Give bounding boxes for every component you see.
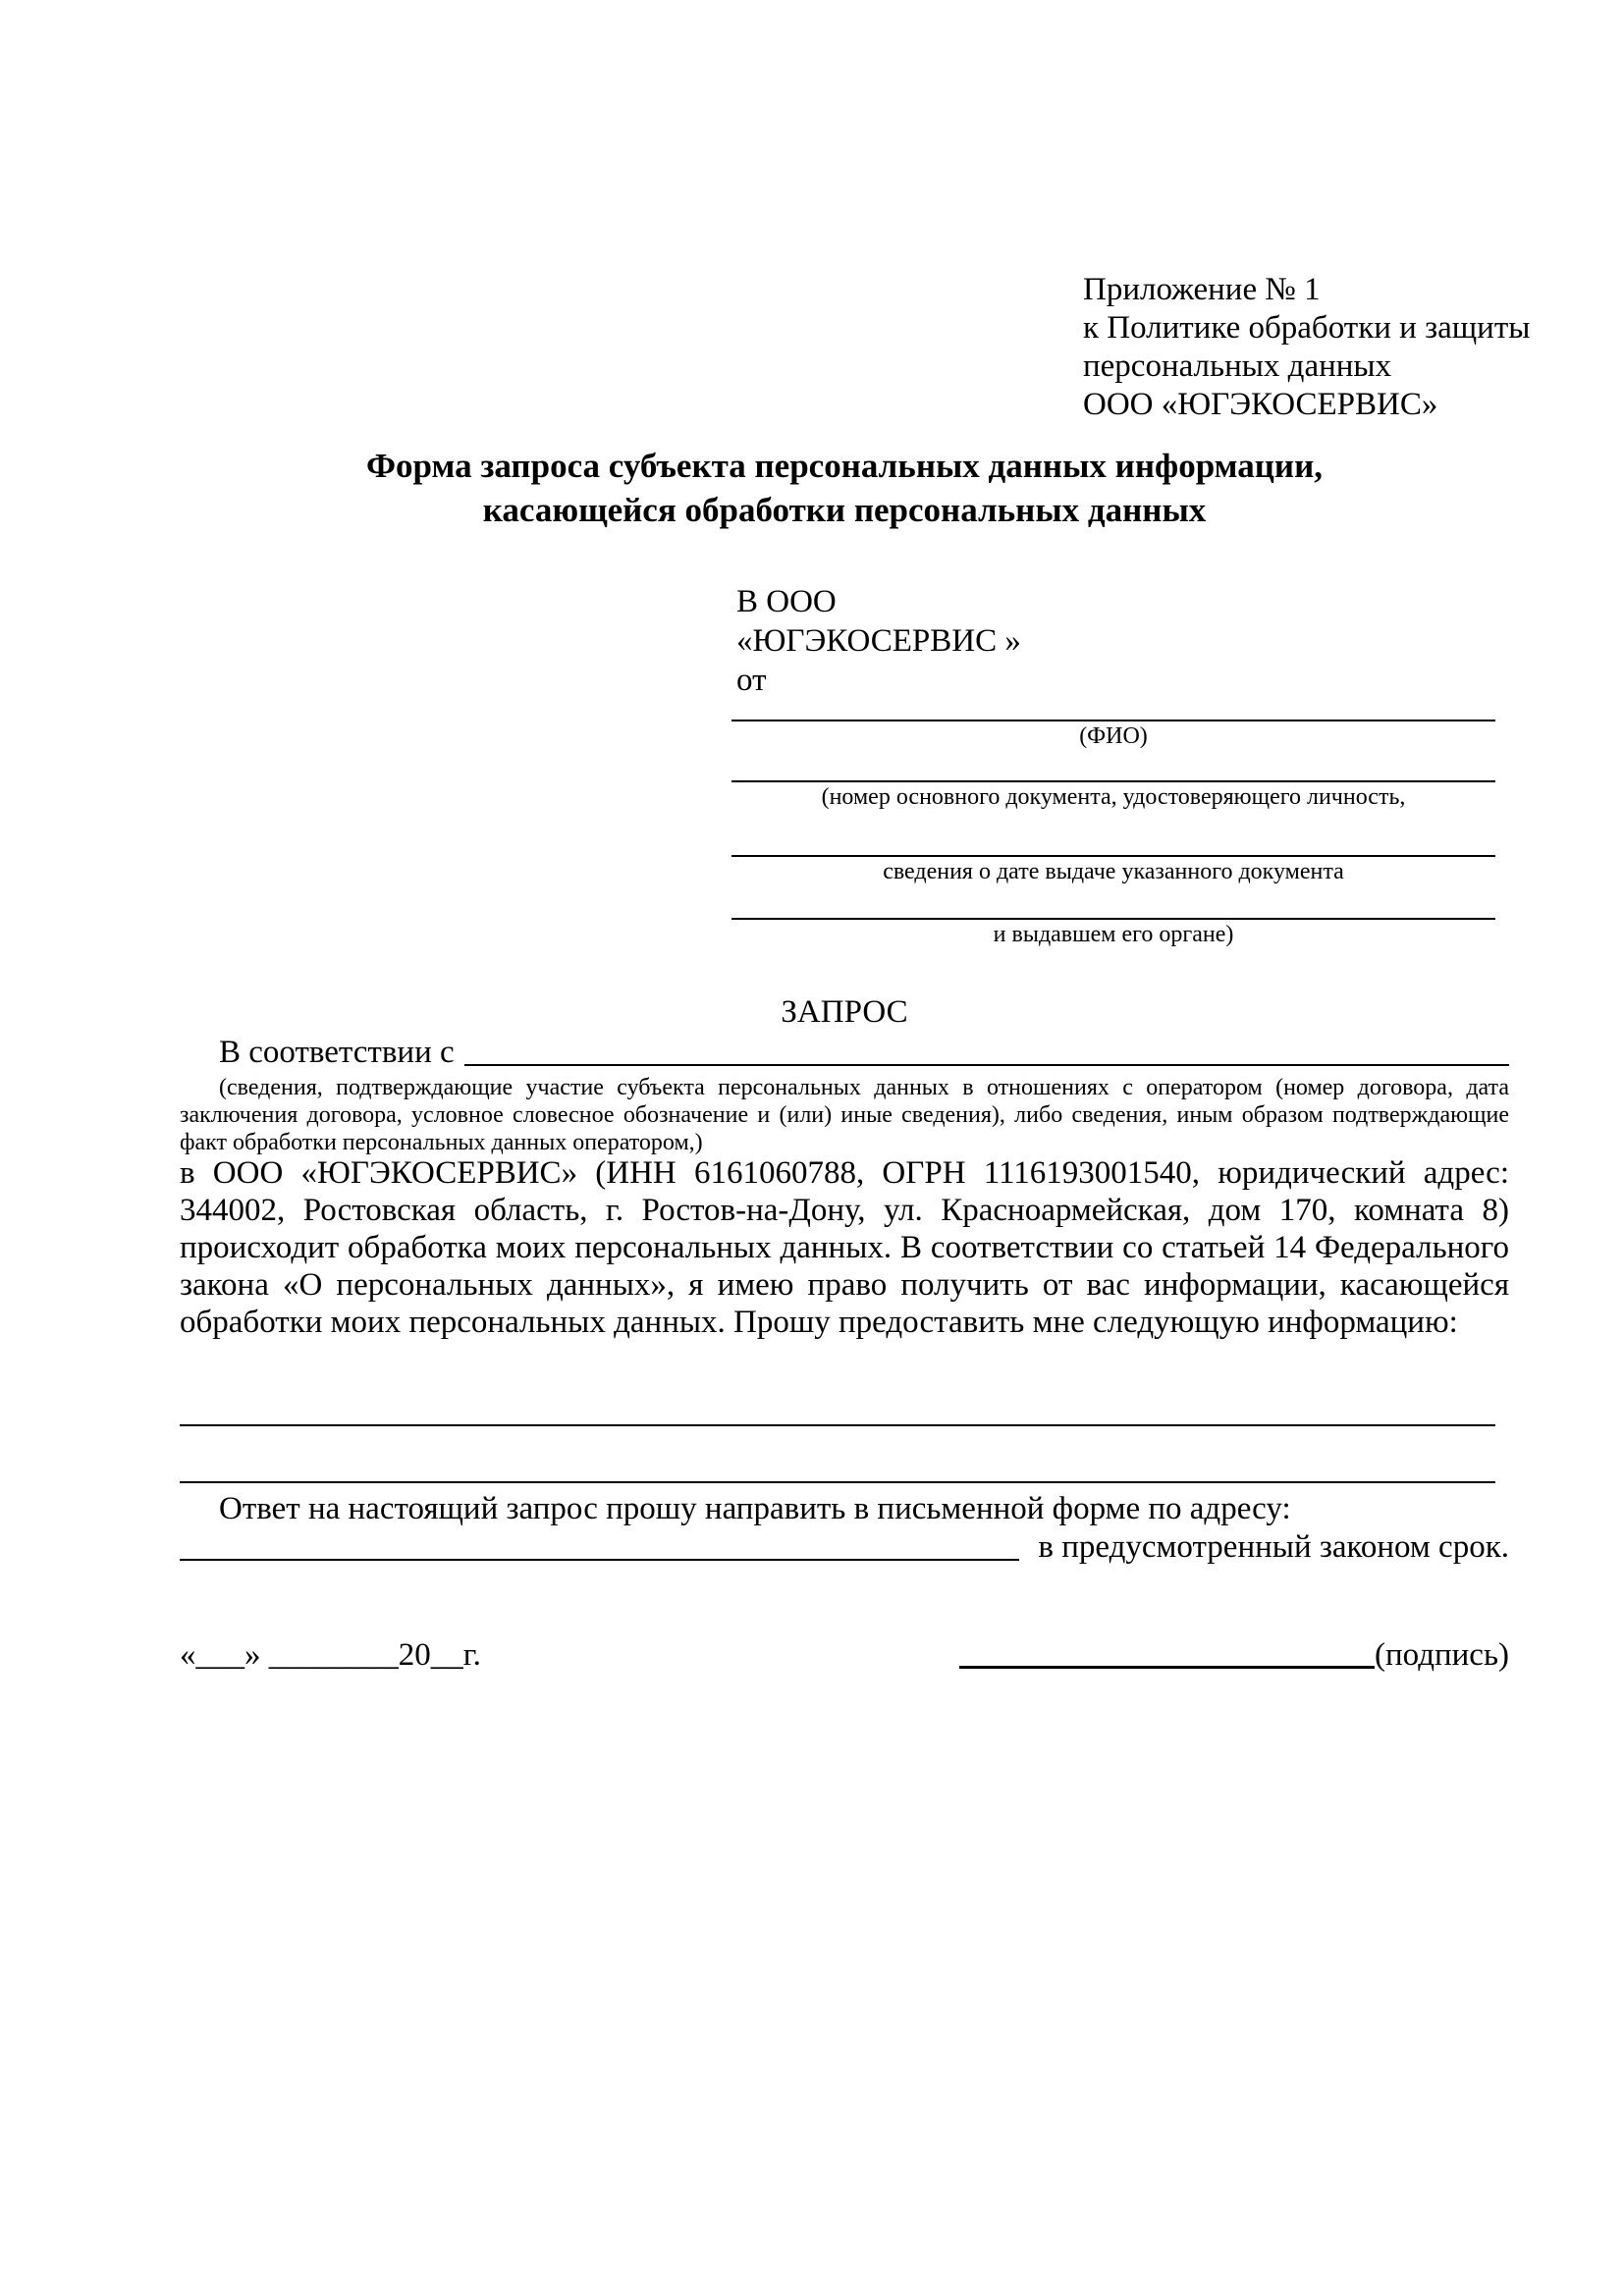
field-issue-date — [731, 855, 1495, 885]
recipient-block — [736, 582, 1021, 700]
address-blank-line — [180, 1559, 1019, 1561]
info-blank-line-1 — [180, 1424, 1495, 1426]
request-heading: ЗАПРОС — [781, 994, 908, 1030]
info-blank-line-2 — [180, 1481, 1495, 1483]
field-document-number — [731, 780, 1495, 811]
issuing-authority-caption: и выдавшем его органе) — [993, 922, 1234, 947]
fio-caption: (ФИО) — [1079, 723, 1148, 749]
document-number-blank-line — [731, 780, 1495, 782]
accordance-prefix: В соответствии с — [219, 1035, 455, 1070]
appendix-line: Приложение № 1 — [1083, 272, 1321, 307]
document-number-caption: (номер основного документа, удостоверяющего личность, — [821, 784, 1406, 810]
recipient-line: от — [736, 663, 767, 698]
appendix-line: персональных данных — [1083, 348, 1392, 384]
accordance-blank-line — [464, 1064, 1509, 1066]
recipient-line: В ООО — [736, 584, 837, 619]
answer-line: Ответ на настоящий запрос прошу направить в письменной форме по адресу: — [219, 1491, 1291, 1526]
date-line: «___» ________20__г. — [180, 1637, 481, 1673]
issue-date-caption: сведения о дате выдаче указанного документа — [883, 859, 1344, 884]
request-body: в ООО «ЮГЭКОСЕРВИС» (ИНН 6161060788, ОГРН 1116193001540, юридический адрес: 344002, Ростовская область, г. Ростов-на-Дону, ул. Красноармейская, дом 170, комната 8) происходит обработка моих персональных данных. В соответствии со статьей 14 Федерального закона «О персональных данных», я имею право получить от вас информации, касающейся обработки моих персональных данных. Прошу предоставить мне следующую информацию: — [180, 1155, 1509, 1340]
appendix-line: к Политике обработки и защиты — [1083, 310, 1531, 346]
issue-date-blank-line — [731, 855, 1495, 857]
answer-address-row — [180, 1528, 1509, 1566]
fio-blank-line — [731, 720, 1495, 721]
signature-blank-line — [959, 1666, 1375, 1669]
date-signature-row — [180, 1635, 1509, 1675]
appendix-header — [1083, 271, 1530, 424]
page-title — [180, 444, 1509, 532]
recipient-line: «ЮГЭКОСЕРВИС » — [736, 623, 1021, 659]
page-title-line: касающейся обработки персональных данных — [482, 491, 1207, 529]
page-title-line: Форма запроса субъекта персональных данных информации, — [365, 447, 1324, 485]
signature-area — [959, 1635, 1509, 1675]
issuing-authority-blank-line — [731, 918, 1495, 920]
accordance-row — [180, 1034, 1509, 1071]
explanatory-note: (сведения, подтверждающие участие субъекта персональных данных в отношениях с оператором (номер договора, дата заключения договора, условное словесное обозначение и (или) иные сведения), либо сведения, иным образом подтверждающие факт обработки персональных данных оператором,) — [180, 1075, 1509, 1155]
field-fio — [731, 720, 1495, 750]
field-issuing-authority — [731, 918, 1495, 948]
appendix-line: ООО «ЮГЭКОСЕРВИС» — [1083, 387, 1438, 422]
signature-caption: (подпись) — [1375, 1637, 1509, 1673]
answer-suffix: в предусмотренный законом срок. — [1038, 1529, 1509, 1565]
